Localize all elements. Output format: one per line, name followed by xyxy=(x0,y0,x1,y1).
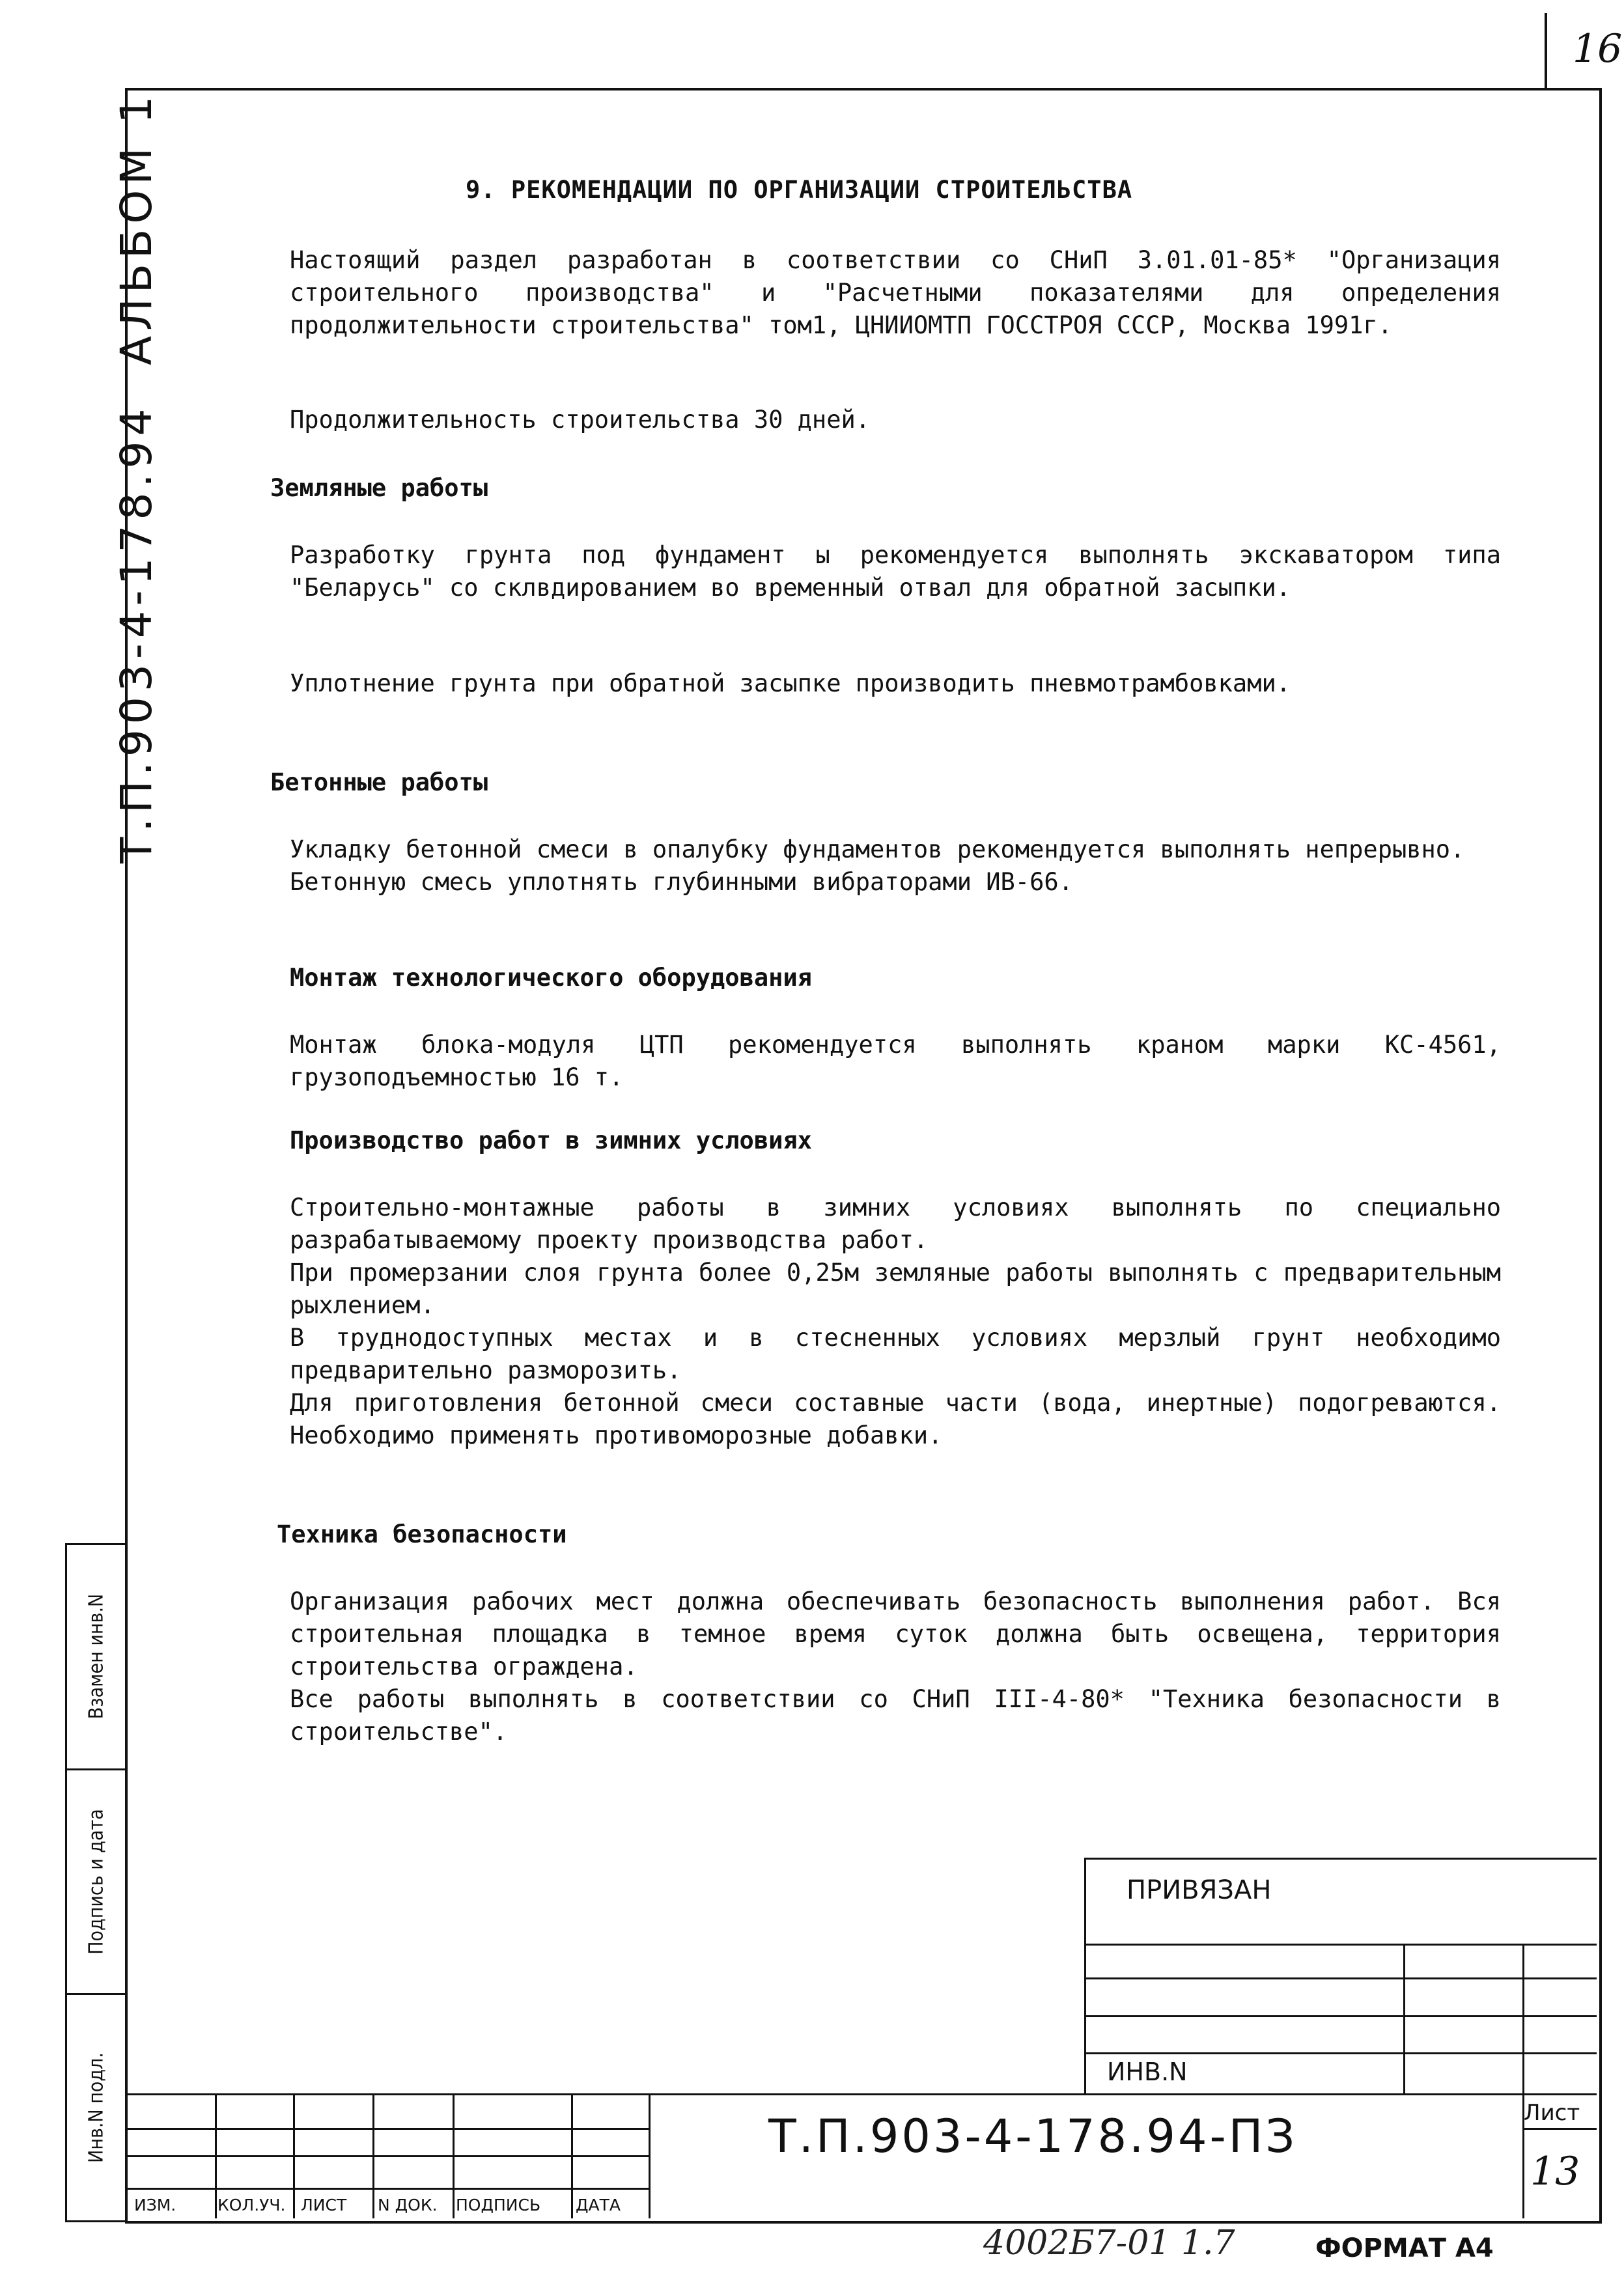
earth-paragraph-1: Разработку грунта под фундамент ы рекомендуется выполнять экскаватором типа "Беларусь" со склвдированием во временный отвал для обратной засыпки. xyxy=(290,541,1501,602)
duration-block xyxy=(290,404,1501,436)
left-stamp-signature: Подпись и дата xyxy=(85,1809,108,1955)
concrete-paragraph-2: Бетонную смесь уплотнять глубинными вибраторами ИВ-66. xyxy=(290,868,1073,896)
handwritten-number: 4002Б7-01 1.7 xyxy=(983,2224,1235,2263)
stamp-line xyxy=(1084,2052,1597,2054)
side-code: Т.П.903-4-178.94 xyxy=(111,403,161,863)
stamp-line xyxy=(1084,1944,1597,1946)
winter-block xyxy=(290,1192,1501,1452)
format-label: ФОРМАТ А4 xyxy=(1315,2233,1494,2263)
document-code: Т.П.903-4-178.94-ПЗ xyxy=(768,2110,1298,2163)
col-list: ЛИСТ xyxy=(301,2196,347,2214)
earth-block xyxy=(290,539,1501,604)
section-title: 9. РЕКОМЕНДАЦИИ ПО ОРГАНИЗАЦИИ СТРОИТЕЛЬСТВА xyxy=(466,176,1133,204)
left-stamp-replace: Взамен инв.N xyxy=(85,1594,108,1720)
stamp-vline xyxy=(1522,1944,1524,2218)
left-stamp xyxy=(65,1543,126,2222)
privyazan-label: ПРИВЯЗАН xyxy=(1127,1875,1272,1905)
top-margin-line xyxy=(1545,13,1547,90)
stamp-line xyxy=(1084,1977,1597,1979)
stamp-line xyxy=(128,2093,1597,2095)
winter-paragraph-4: Для приготовления бетонной смеси составные части (вода, инертные) подогреваются. Необходимо применять противоморозные добавки. xyxy=(290,1389,1501,1449)
stamp-vline xyxy=(1403,1944,1405,2093)
heading-mounting: Монтаж технологического оборудования xyxy=(290,964,812,992)
side-album: АЛЬБОМ 1 xyxy=(111,91,161,366)
left-stamp-cell xyxy=(67,1770,126,1996)
stamp-vline xyxy=(571,2093,573,2218)
intro-paragraph: Настоящий раздел разработан в соответствии со СНиП 3.01.01-85* "Организация строительного производства" и "Расчетными показателями для определения продолжительности строительства" том1, ЦНИИОМТП ГОССТРОЯ СССР, Москва 1991г. xyxy=(290,246,1501,339)
stamp-vline xyxy=(372,2093,374,2218)
stamp-line xyxy=(128,2128,649,2130)
col-data: ДАТА xyxy=(576,2196,621,2214)
stamp-vline xyxy=(453,2093,455,2218)
col-izm: ИЗМ. xyxy=(134,2196,176,2214)
stamp-line xyxy=(128,2188,649,2190)
stamp-line xyxy=(1522,2128,1597,2130)
safety-paragraph-1: Организация рабочих мест должна обеспечивать безопасность выполнения работ. Вся строительная площадка в темное время суток должна быть освещена, территория строительства ограждена. xyxy=(290,1587,1501,1681)
winter-paragraph-1: Строительно-монтажные работы в зимних условиях выполнять по специально разрабатываемому проекту производства работ. xyxy=(290,1194,1501,1254)
intro-block xyxy=(290,244,1501,342)
stamp-vline xyxy=(649,2093,651,2218)
mounting-block xyxy=(290,1029,1501,1094)
safety-paragraph-2: Все работы выполнять в соответствии со СНиП III-4-80* "Техника безопасности в строительстве". xyxy=(290,1685,1501,1746)
duration-text: Продолжительность строительства 30 дней. xyxy=(290,406,871,434)
mounting-paragraph: Монтаж блока-модуля ЦТП рекомендуется выполнять краном марки КС-4561, грузоподъемностью 16 т. xyxy=(290,1031,1501,1091)
inv-n-label: ИНВ.N xyxy=(1107,2058,1188,2086)
col-podpis: ПОДПИСЬ xyxy=(456,2196,541,2214)
concrete-paragraph-1: Укладку бетонной смеси в опалубку фундаментов рекомендуется выполнять непрерывно. xyxy=(290,835,1465,863)
winter-paragraph-2: При промерзании слоя грунта более 0,25м земляные работы выполнять с предварительным рыхлением. xyxy=(290,1259,1501,1319)
heading-winter: Производство работ в зимних условиях xyxy=(290,1126,812,1154)
left-stamp-inventory: Инв.N подл. xyxy=(85,2052,108,2163)
col-n-dok: N ДОК. xyxy=(378,2196,438,2214)
stamp-line xyxy=(1084,2015,1597,2017)
sheet-label: Лист xyxy=(1524,2100,1580,2126)
stamp-line xyxy=(1084,1858,1597,1860)
left-stamp-cell xyxy=(67,1995,126,2220)
heading-earth: Земляные работы xyxy=(270,474,488,502)
sheet-number: 13 xyxy=(1530,2149,1580,2194)
stamp-vline xyxy=(293,2093,295,2218)
heading-concrete: Бетонные работы xyxy=(270,768,488,796)
left-stamp-cell xyxy=(67,1545,126,1770)
corner-page-number: 16 xyxy=(1573,26,1623,72)
winter-paragraph-3: В труднодоступных местах и в стесненных условиях мерзлый грунт необходимо предварительно разморозить. xyxy=(290,1324,1501,1384)
earth-block-2 xyxy=(290,667,1501,700)
side-title xyxy=(62,91,161,1146)
col-kol-uch: КОЛ.УЧ. xyxy=(217,2196,286,2214)
safety-block xyxy=(290,1585,1501,1748)
stamp-line xyxy=(128,2155,649,2157)
stamp-vline xyxy=(1084,1858,1086,2093)
stamp-vline xyxy=(215,2093,217,2218)
concrete-block xyxy=(290,833,1501,899)
heading-safety: Техника безопасности xyxy=(277,1520,567,1548)
earth-paragraph-2: Уплотнение грунта при обратной засыпке производить пневмотрамбовками. xyxy=(290,669,1291,697)
